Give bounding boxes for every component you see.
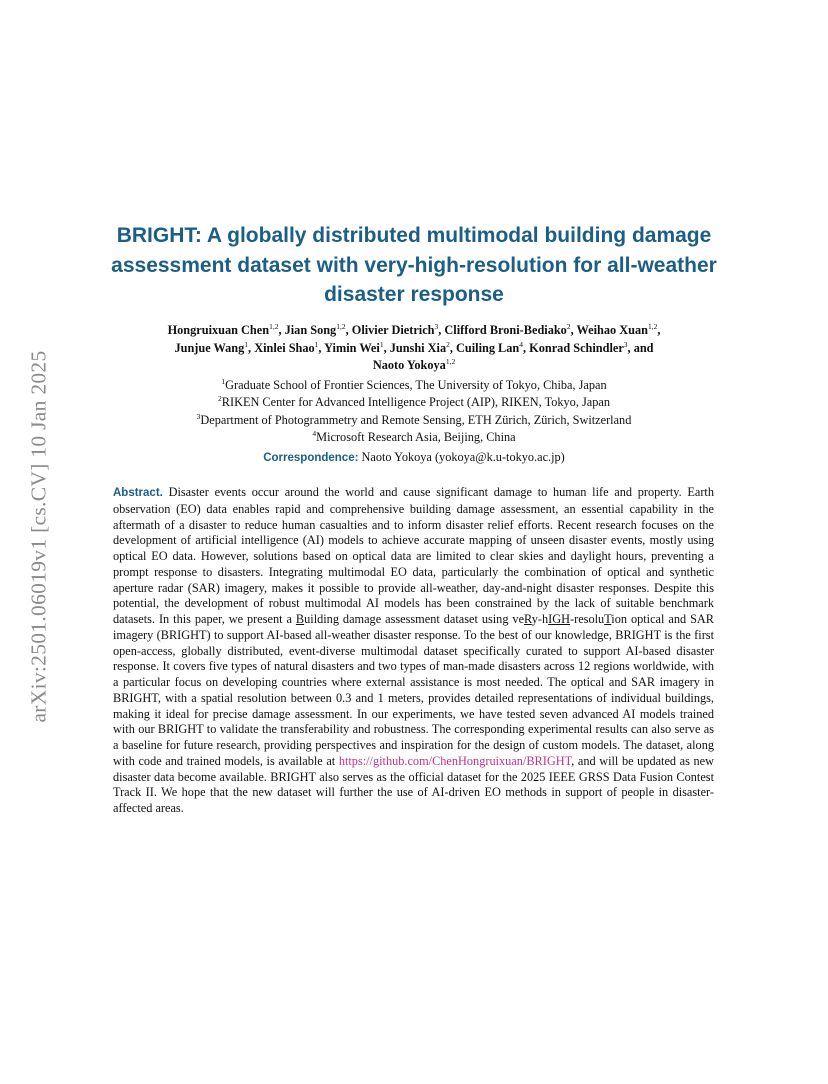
- paper-title: BRIGHT: A globally distributed multimodal building damage assessment dataset with very-high-resolution for all-weather disaster response: [111, 224, 717, 306]
- author-affiliation-mark: 1,2: [445, 356, 456, 366]
- author-separator: ,: [523, 340, 530, 355]
- author-name: Xinlei Shao: [254, 340, 315, 355]
- abstract-text: , and will be updated as new disaster data become available. BRIGHT also serves as the official dataset for the 2025 IEEE GRSS Data Fusion Contest Track II. We hope that the new dataset will further the use of AI-driven EO methods in support of people in disaster-affected areas.: [113, 753, 714, 815]
- correspondence-line: [100, 450, 728, 465]
- author-affiliation-mark: 3: [434, 321, 439, 331]
- affiliation-number: 2: [218, 394, 222, 404]
- affiliation-text: Microsoft Research Asia, Beijing, China: [316, 429, 516, 444]
- abstract-emphasis-letter: B: [295, 612, 305, 626]
- abstract-paragraph: [113, 485, 714, 817]
- abstract-text: -resolu: [570, 612, 605, 626]
- affiliation-item: [100, 377, 728, 394]
- abstract-emphasis-letter: R: [524, 612, 532, 626]
- author-name: Olivier Dietrich: [351, 323, 435, 337]
- author-affiliation-mark: 1: [244, 339, 249, 349]
- author-name: Konrad Schindler: [529, 340, 624, 355]
- affiliation-text: Graduate School of Frontier Sciences, The University of Tokyo, Chiba, Japan: [225, 378, 607, 392]
- author-affiliation-mark: 1,2: [269, 321, 279, 331]
- abstract-emphasis-letter: IGH: [548, 612, 571, 626]
- affiliation-number: 4: [312, 428, 317, 438]
- arxiv-identifier-text: arXiv:2501.06019v1 [cs.CV] 10 Jan 2025: [26, 349, 51, 723]
- abstract-text: ion optical and SAR imagery (BRIGHT) to support AI-based all-weather disaster response. To the best of our knowledge, BRIGHT is the first open-access, globally distributed, event-diverse multimodal dataset specifically curated to support AI-based disaster response. It covers five types of natural disasters and two types of man-made disasters across 12 regions worldwide, with a particular focus on developing countries where external assistance is most needed. The optical and SAR imagery in BRIGHT, with a spatial resolution between 0.3 and 1 meters, provides detailed representations of individual buildings, making it ideal for precise damage assessment. In our experiments, we have tested seven advanced AI models trained with our BRIGHT to validate the transferability and robustness. The corresponding experimental results can also serve as a baseline for future research, providing perspectives and inspiration for the design of custom models. The dataset, along with code and trained models, is available at: [113, 612, 715, 768]
- author-affiliation-mark: 3: [623, 339, 628, 349]
- author-affiliation-mark: 2: [566, 321, 571, 331]
- abstract-label: Abstract.: [113, 487, 163, 499]
- author-name: Clifford Broni-Bediako: [444, 323, 567, 337]
- author-list: [120, 322, 708, 375]
- author-separator: ,: [438, 323, 445, 337]
- author-name: Junshi Xia: [389, 340, 447, 355]
- author-separator: ,: [570, 323, 577, 337]
- correspondence-label: Correspondence:: [263, 452, 359, 464]
- author-name: Jian Song: [284, 323, 337, 337]
- author-affiliation-mark: 1: [379, 339, 384, 349]
- abstract-text: y-h: [531, 612, 549, 626]
- author-separator: ,: [248, 340, 255, 355]
- author-affiliation-mark: 1: [314, 339, 319, 349]
- author-separator: ,: [657, 323, 661, 337]
- author-separator: ,: [318, 340, 325, 355]
- affiliation-item: [100, 412, 728, 429]
- abstract-text: uilding damage assessment dataset using ve: [304, 612, 525, 626]
- author-separator: , and: [627, 340, 654, 355]
- author-name: Weihao Xuan: [576, 323, 648, 337]
- abstract-emphasis-letter: T: [604, 612, 612, 626]
- affiliation-list: [100, 377, 728, 446]
- author-separator: ,: [383, 340, 390, 355]
- affiliation-number: 3: [196, 411, 201, 421]
- author-affiliation-mark: 1,2: [647, 321, 658, 331]
- affiliation-text: Department of Photogrammetry and Remote Sensing, ETH Zürich, Zürich, Switzerland: [200, 412, 632, 427]
- author-separator: ,: [449, 340, 457, 355]
- affiliation-number: 1: [221, 376, 226, 386]
- author-affiliation-mark: 2: [446, 339, 450, 349]
- affiliation-text: RIKEN Center for Advanced Intelligence Project (AIP), RIKEN, Tokyo, Japan: [221, 395, 610, 410]
- author-separator: ,: [345, 323, 352, 337]
- arxiv-identifier-stamp: [21, 300, 57, 772]
- correspondence-text: Naoto Yokoya (yokoya@k.u-tokyo.ac.jp): [358, 450, 565, 464]
- author-name: Cuiling Lan: [456, 340, 520, 355]
- author-name: Naoto Yokoya: [372, 358, 446, 372]
- github-dataset-link[interactable]: https://github.com/ChenHongruixuan/BRIGHT: [338, 753, 572, 768]
- affiliation-item: [100, 429, 728, 446]
- author-separator: ,: [278, 323, 285, 337]
- author-affiliation-mark: 1,2: [336, 321, 346, 331]
- affiliation-item: [100, 394, 728, 411]
- author-affiliation-mark: 4: [519, 339, 523, 349]
- author-name: Yimin Wei: [324, 340, 380, 355]
- author-name: Hongruixuan Chen: [167, 323, 270, 337]
- abstract-text: Disaster events occur around the world and cause significant damage to human life and property. Earth observation (EO) data enables rapid and comprehensive building damage assessment, an essential capability in the aftermath of a disaster to reduce human casualties and to inform disaster relief efforts. Recent research focuses on the development of artificial intelligence (AI) models to achieve accurate mapping of unseen disaster events, mostly using optical EO data. However, solutions based on optical data are limited to clear skies and daylight hours, preventing a prompt response to disasters. Integrating multimodal EO data, particularly the combination of optical and synthetic aperture radar (SAR) imagery, makes it possible to provide all-weather, day-and-night disaster responses. Despite this potential, the development of robust multimodal AI models has been constrained by the lack of suitable benchmark datasets. In this paper, we present a: [113, 485, 714, 626]
- author-name: Junjue Wang: [174, 340, 245, 355]
